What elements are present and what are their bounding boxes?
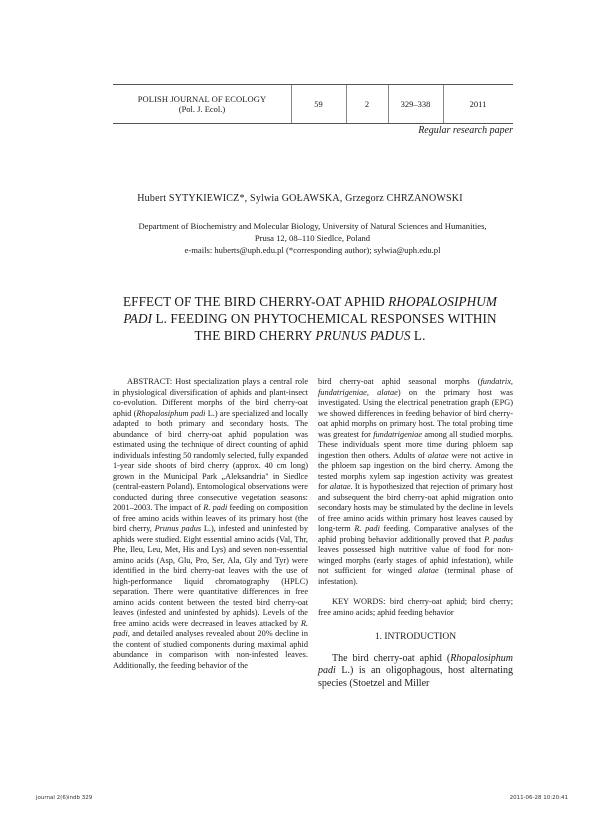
journal-header-table [113, 84, 513, 124]
year: 2011 [469, 99, 487, 109]
title-part: L. [410, 328, 426, 343]
title-part: L. FEEDING ON PHYTOCHEMICAL RESPONSES WITHIN [152, 311, 497, 326]
affiliation-address: Prusa 12, 08–110 Siedlce, Poland [254, 233, 371, 243]
footer-right: 2011-06-28 10:20:41 [509, 795, 568, 801]
volume-cell [291, 85, 346, 123]
title-part: EFFECT OF THE BIRD CHERRY-OAT APHID [123, 294, 389, 309]
affiliation-emails: e-mails: huberts@uph.edu.pl (*corresponding author); sylwia@uph.edu.pl [184, 245, 441, 255]
section-heading: 1. INTRODUCTION [374, 632, 457, 642]
keywords: KEY WORDS: bird cherry-oat aphid; bird cherry; free amino acids; aphid feeding behavior [318, 597, 513, 617]
title-italic: PADI [123, 311, 153, 326]
pages-cell [388, 85, 443, 123]
journal-abbrev: (Pol. J. Ecol.) [178, 104, 226, 114]
journal-name-cell [113, 85, 291, 123]
authors: Hubert SYTYKIEWICZ*, Sylwia GOŁAWSKA, Grzegorz CHRZANOWSKI [137, 193, 463, 204]
journal-name: POLISH JOURNAL OF ECOLOGY [137, 94, 267, 104]
title-part: THE BIRD CHERRY [194, 328, 316, 343]
abstract-paragraph: ABSTRACT: Host specialization plays a central role in physiological diversification of aphids and plant-insect co-evolution. Different morphs of the bird cherry-oat aphid (Rhopalosiphum padi L.) are specialized and locally adapted to both primary and secondary hosts. The abundance of bird cherry-oat aphid population was estimated using the technique of direct counting of aphid individuals infesting 50 randomly selected, fully expanded 1-year side shoots of bird cherry (approx. 40 cm long) grown in the Municipal Park „Aleksandria" in Siedlce (central-eastern Poland). Entomological observations were conducted during three consecutive vegetation seasons: 2001–2003. The impact of R. padi feeding on composition of free amino acids within leaves of its primary host (the bird cherry, Prunus padus L.), infested and uninfested by aphids were studied. Eight essential amino acids (Val, Thr, Phe, Ileu, Leu, Met, His and Lys) and seven non-essential amino acids (Asp, Glu, Pro, Ser, Ala, Gly and Tyr) were identified in the bird cherry-oat leaves with the use of high-performance liquid chromatography (HPLC) separation. There were quantitative differences in free amino acids content between the tested bird cherry-oat leaves (infested and uninfested by aphids). Levels of the free amino acids were decreased in leaves attacked by R. padi, and detailed analyses revealed about 20% decline in the content of studied components during maximal aphid abundance in comparison with non-infested leaves. Additionally, the feeding behavior of the [113, 377, 309, 670]
issue-cell [346, 85, 388, 123]
introduction-paragraph: The bird cherry-oat aphid (Rhopalosiphum padi L.) is an oligophagous, host alternating species (Stoetzel and Miller [318, 652, 513, 689]
title-italic: RHOPALOSIPHUM [388, 294, 497, 309]
footer-left: journal 2(6)indb 329 [36, 795, 93, 801]
issue: 2 [364, 99, 370, 109]
affiliation [100, 220, 525, 256]
paper-title [90, 293, 530, 344]
volume: 59 [314, 99, 323, 109]
affiliation-line: Department of Biochemistry and Molecular Biology, University of Natural Sciences and Humanities, [138, 221, 487, 231]
paper-type: Regular research paper [418, 125, 513, 136]
pages: 329–338 [400, 99, 431, 109]
abstract-continuation: bird cherry-oat aphid seasonal morphs (fundatrix, fundatrigeniae, alatae) on the primary host was investigated. Using the electrical penetration graph (EPG) we showed differences in feeding behavior of bird cherry-oat aphid morphs on primary host. The total probing time was greatest for fundatrigeniae among all studied morphs. These individuals spent more time during phloem sap ingestion then others. Adults of alatae were not active in the phloem sap ingestion on the bird cherry. Among the tested morphs xylem sap ingestion activity was greatest for alatae. It is hypothesized that rejection of primary host and subsequent the bird cherry-oat aphid migration onto secondary hosts may be stimulated by the decline in levels of free amino acids within primary host leaves caused by long-term R. padi feeding. Comparative analyses of the aphid probing behavior additionally proved that P. padus leaves possessed high nutritive value of food for non-winged morphs (early stages of aphid infestation), while not sufficient for winged alatae (terminal phase of infestation). [318, 377, 514, 586]
title-italic: PRUNUS PADUS [315, 328, 411, 343]
year-cell [443, 85, 513, 123]
abstract-right-column [318, 377, 513, 690]
abstract-left-column [113, 377, 308, 671]
